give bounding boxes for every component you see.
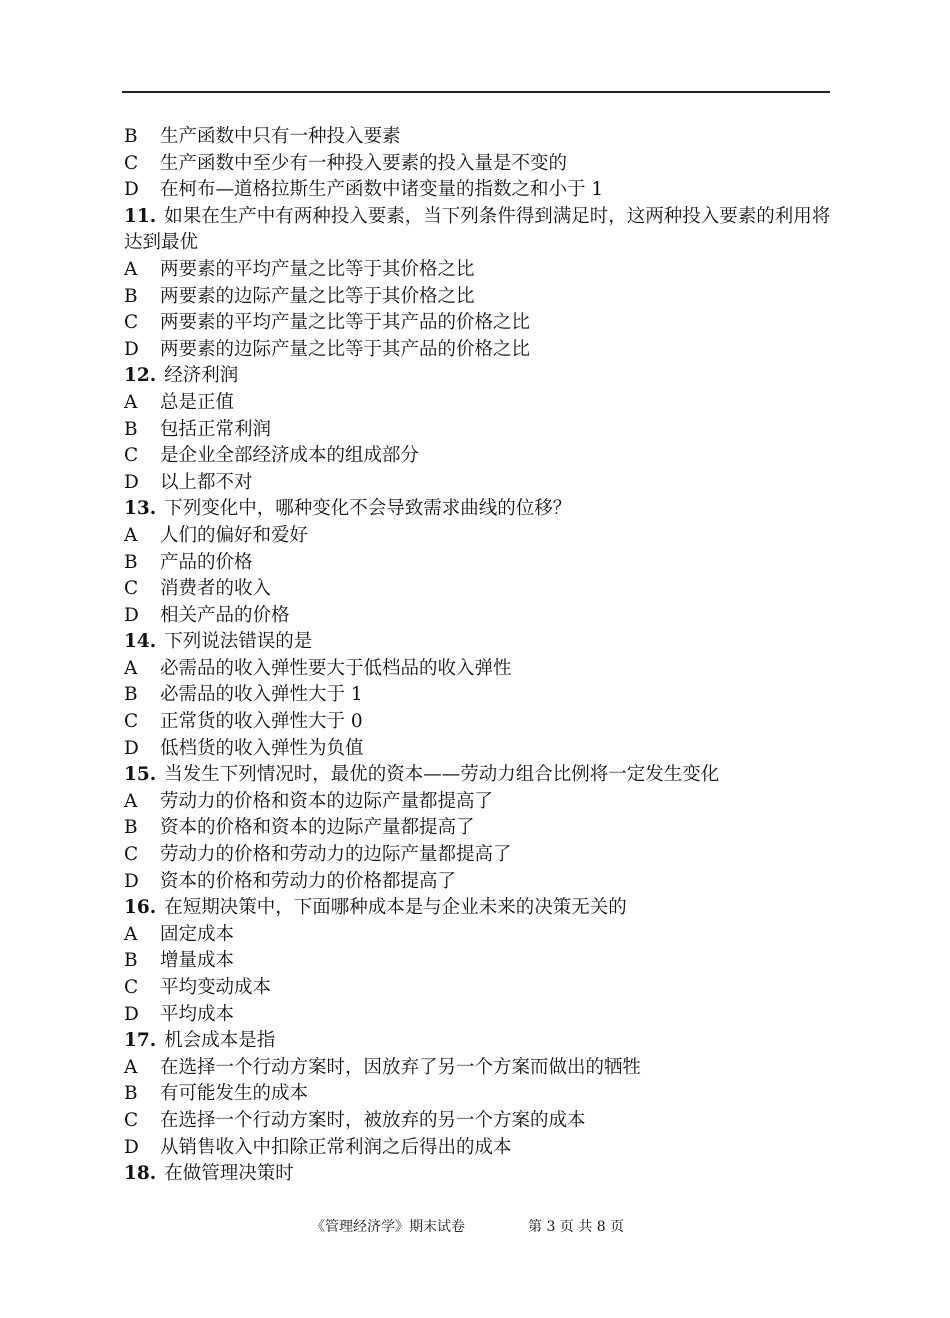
option-letter: B (124, 950, 138, 972)
option-text: 人们的偏好和爱好 (160, 524, 309, 546)
option-text: 劳动力的价格和资本的边际产量都提高了 (160, 790, 494, 812)
question-8 (124, 363, 834, 390)
question-text: 经济利润 (164, 365, 239, 387)
option-letter: B (124, 126, 138, 147)
option-15 (124, 550, 834, 577)
option-7 (124, 337, 834, 364)
option-letter: D (124, 604, 139, 626)
question-number: 13. (124, 498, 157, 520)
option-letter: B (124, 418, 138, 440)
option-32 (124, 1002, 834, 1029)
option-text: 在选择一个行动方案时，被放弃的另一个方案的成本 (160, 1109, 586, 1131)
option-24 (124, 789, 834, 816)
option-text: 以上都不对 (160, 471, 253, 493)
option-34 (124, 1055, 834, 1082)
option-text: 资本的价格和劳动力的价格都提高了 (160, 870, 457, 892)
option-37 (124, 1135, 834, 1162)
option-text: 两要素的平均产量之比等于其价格之比 (160, 258, 475, 280)
option-letter: C (124, 977, 139, 998)
question-number: 11. (124, 205, 157, 227)
option-text: 增量成本 (160, 950, 235, 972)
footer-title: 《管理经济学》期末试卷 (311, 1219, 465, 1235)
option-letter: C (124, 445, 139, 467)
option-12 (124, 470, 834, 497)
option-text: 总是正值 (160, 391, 235, 413)
option-1 (124, 151, 834, 178)
option-5 (124, 284, 834, 311)
question-18 (124, 629, 834, 656)
option-letter: D (124, 1136, 139, 1158)
question-text: 下列说法错误的是 (164, 631, 313, 653)
question-3 (124, 204, 834, 257)
option-text: 正常货的收入弹性大于 0 (160, 711, 363, 733)
option-letter: A (124, 524, 138, 546)
option-14 (124, 523, 834, 550)
option-2 (124, 177, 834, 204)
option-letter: B (124, 551, 138, 573)
question-13 (124, 496, 834, 523)
option-letter: A (124, 258, 138, 280)
option-4 (124, 257, 834, 284)
footer-page-number: 第 3 页 共 8 页 (528, 1219, 625, 1235)
option-0 (124, 124, 834, 151)
option-text: 资本的价格和资本的边际产量都提高了 (160, 817, 475, 839)
question-text: 在短期决策中，下面哪种成本是与企业未来的决策无关的 (164, 897, 627, 919)
option-20 (124, 682, 834, 709)
option-19 (124, 656, 834, 683)
option-30 (124, 948, 834, 975)
question-text: 下列变化中，哪种变化不会导致需求曲线的位移？ (164, 498, 572, 520)
option-text: 固定成本 (160, 923, 235, 945)
option-text: 消费者的收入 (160, 578, 272, 600)
option-letter: A (124, 923, 138, 945)
option-text: 从销售收入中扣除正常利润之后得出的成本 (160, 1136, 512, 1158)
option-letter: C (124, 711, 139, 733)
option-text: 包括正常利润 (160, 418, 272, 440)
option-letter: D (124, 1003, 139, 1025)
question-number: 12. (124, 365, 157, 387)
option-text: 必需品的收入弹性要大于低档品的收入弹性 (160, 657, 512, 679)
option-text: 有可能发生的成本 (160, 1083, 309, 1105)
option-letter: D (124, 737, 139, 759)
option-letter: C (124, 844, 139, 866)
option-21 (124, 709, 834, 736)
option-text: 平均成本 (160, 1003, 235, 1025)
option-text: 在选择一个行动方案时，因放弃了另一个方案而做出的牺牲 (160, 1056, 642, 1078)
option-text: 两要素的平均产量之比等于其产品的价格之比 (160, 312, 531, 334)
option-text: 是企业全部经济成本的组成部分 (160, 445, 420, 467)
question-text: 当发生下列情况时，最优的资本——劳动力组合比例将一定发生变化 (164, 764, 720, 786)
option-letter: C (124, 312, 139, 334)
option-letter: B (124, 684, 138, 706)
option-9 (124, 390, 834, 417)
option-11 (124, 443, 834, 470)
question-33 (124, 1028, 834, 1055)
question-number: 18. (124, 1163, 157, 1185)
option-22 (124, 736, 834, 763)
option-26 (124, 842, 834, 869)
option-letter: D (124, 338, 139, 360)
option-25 (124, 815, 834, 842)
header-rule (122, 91, 830, 93)
option-letter: A (124, 657, 138, 679)
option-text: 生产函数中只有一种投入要素 (160, 126, 401, 147)
question-text: 机会成本是指 (164, 1030, 276, 1052)
option-text: 低档货的收入弹性为负值 (160, 737, 364, 759)
option-text: 必需品的收入弹性大于 1 (160, 684, 363, 706)
option-16 (124, 576, 834, 603)
option-6 (124, 310, 834, 337)
option-letter: D (124, 870, 139, 892)
option-text: 产品的价格 (160, 551, 253, 573)
option-letter: D (124, 471, 139, 493)
option-text: 平均变动成本 (160, 977, 272, 998)
question-number: 17. (124, 1030, 157, 1052)
option-31 (124, 975, 834, 1002)
question-28 (124, 895, 834, 922)
question-number: 16. (124, 897, 157, 919)
option-text: 劳动力的价格和劳动力的边际产量都提高了 (160, 844, 512, 866)
option-29 (124, 922, 834, 949)
option-letter: A (124, 790, 138, 812)
option-36 (124, 1108, 834, 1135)
question-text: 在做管理决策时 (164, 1163, 294, 1185)
option-letter: A (124, 1056, 138, 1078)
option-letter: D (124, 179, 139, 201)
option-text: 两要素的边际产量之比等于其产品的价格之比 (160, 338, 531, 360)
option-text: 生产函数中至少有一种投入要素的投入量是不变的 (160, 152, 568, 174)
option-letter: C (124, 578, 139, 600)
exam-content (124, 124, 834, 1188)
option-letter: B (124, 285, 138, 307)
option-letter: C (124, 1109, 139, 1131)
question-number: 14. (124, 631, 157, 653)
option-10 (124, 417, 834, 444)
question-text: 如果在生产中有两种投入要素，当下列条件得到满足时，这两种投入要素的利用将达到最优 (124, 205, 831, 254)
option-text: 在柯布—道格拉斯生产函数中诸变量的指数之和小于 1 (160, 179, 604, 201)
option-letter: A (124, 391, 138, 413)
option-letter: B (124, 1083, 138, 1105)
question-23 (124, 762, 834, 789)
option-letter: C (124, 152, 139, 174)
question-number: 15. (124, 764, 157, 786)
option-17 (124, 603, 834, 630)
option-text: 相关产品的价格 (160, 604, 290, 626)
question-38 (124, 1161, 834, 1188)
option-27 (124, 869, 834, 896)
option-letter: B (124, 817, 138, 839)
option-35 (124, 1081, 834, 1108)
option-text: 两要素的边际产量之比等于其价格之比 (160, 285, 475, 307)
